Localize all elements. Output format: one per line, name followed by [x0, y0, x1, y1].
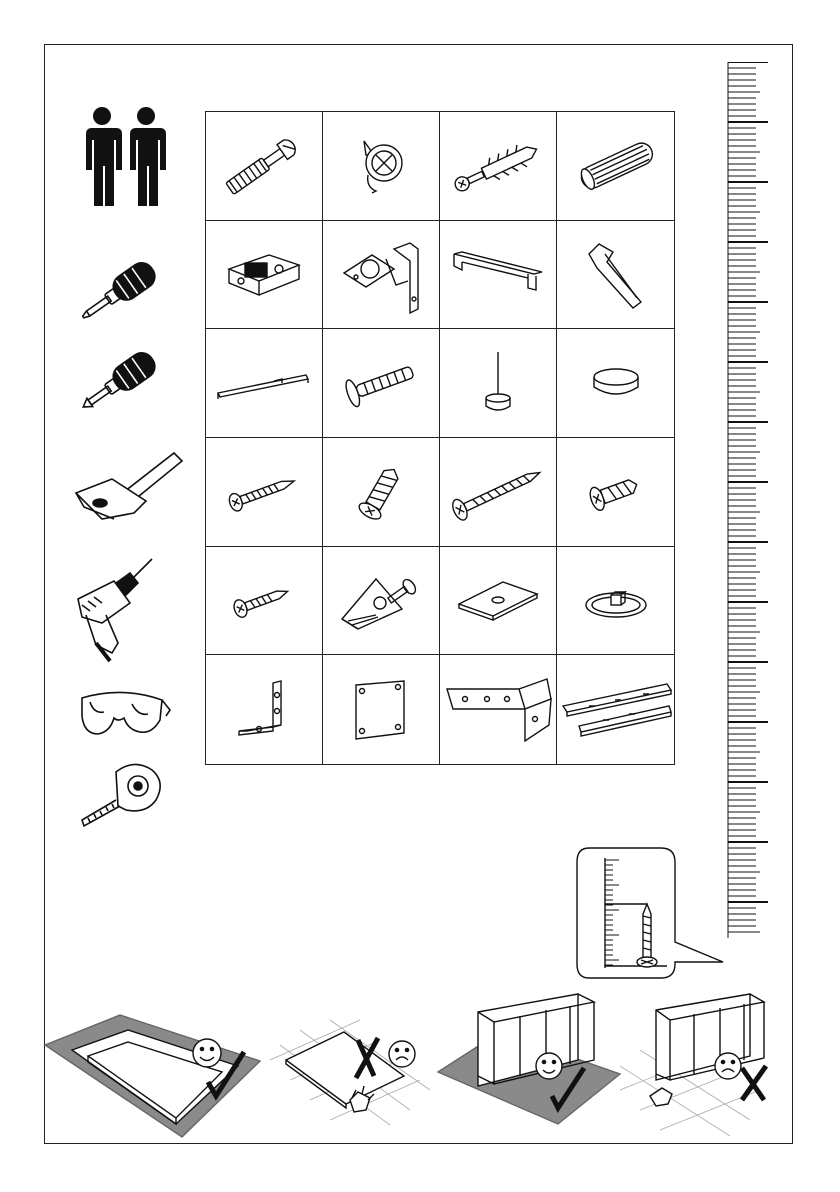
scene-panel-on-carpet — [45, 1015, 260, 1137]
smiley-sad-icon — [389, 1041, 415, 1067]
smiley-happy-icon — [536, 1053, 562, 1079]
scene-cabinet-on-carpet — [438, 994, 620, 1124]
smiley-happy-icon — [193, 1039, 221, 1067]
smiley-sad-icon — [715, 1053, 741, 1079]
cross-mark-icon — [742, 1066, 766, 1100]
